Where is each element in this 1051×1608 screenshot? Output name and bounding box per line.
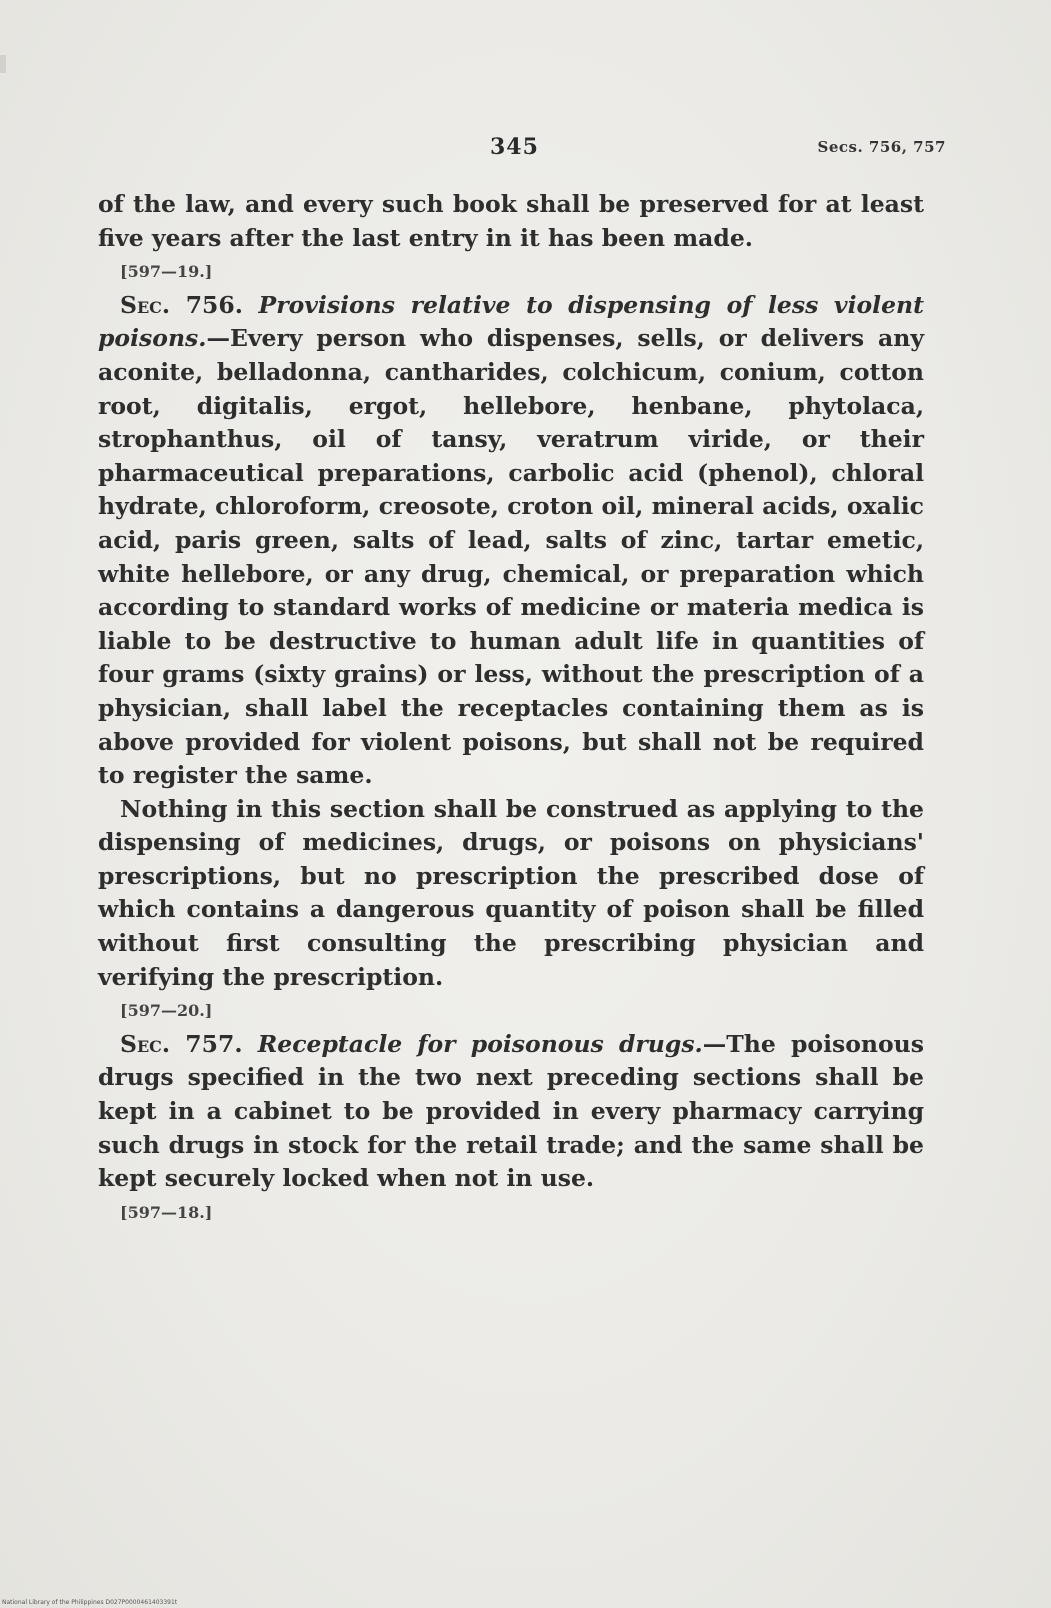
- page-header: [100, 134, 950, 166]
- page-number: 345: [490, 134, 539, 160]
- section-756-label: Sec. 756.: [120, 290, 243, 319]
- scan-footer: National Library of the Philippines D027P0000461403391t: [2, 1599, 178, 1606]
- section-756-paragraph: [98, 289, 924, 793]
- section-756-text: —Every person who dispenses, sells, or delivers any aconite, belladonna, cantharides, colchicum, conium, cotton root, digitalis, ergot, hellebore, henbane, phytolaca, strophanthus, oil of tansy, veratrum viride, or their pharmaceutical preparations, carbolic acid (phenol), chloral hydrate, chloroform, creosote, croton oil, mineral acids, oxalic acid, paris green, salts of lead, salts of zinc, tartar emetic, white hellebore, or any drug, chemical, or preparation which according to standard works of medicine or materia medica is liable to be destructive to human adult life in quantities of four grams (sixty grains) or less, without the prescription of a physician, shall label the receptacles containing them as is above provided for violent poisons, but shall not be required to register the same.: [98, 324, 924, 790]
- section-757-text: —The poisonous drugs specified in the two next preceding sections shall be kept in a cabinet to be provided in every pharmacy carrying such drugs in stock for the retail trade; and the same shall be kept securely locked when not in use.: [98, 1029, 924, 1193]
- continuation-paragraph: of the law, and every such book shall be preserved for at least five years after the last entry in it has been made.: [98, 190, 924, 252]
- citation: [597—18.]: [120, 1202, 213, 1222]
- section-756-title: Provisions relative to dispensing of less violent poisons.: [98, 290, 924, 353]
- section-757-paragraph: [98, 1028, 924, 1196]
- citation: [597—19.]: [120, 262, 213, 282]
- section-757-title: Receptacle for poisonous drugs.: [257, 1029, 703, 1058]
- section-757-label: Sec. 757.: [120, 1029, 243, 1058]
- body-text: [98, 188, 924, 1229]
- running-head: Secs. 756, 757: [817, 138, 946, 156]
- scan-edge-mark: [0, 55, 6, 73]
- section-756-paragraph-2: Nothing in this section shall be construed as applying to the dispensing of medicines, drugs, or poisons on physicians' prescriptions, but no prescription the prescribed dose of which contains a dangerous quantity of poison shall be filled without first consulting the prescribing physician and verifying the prescription.: [98, 794, 924, 991]
- citation: [597—20.]: [120, 1001, 213, 1021]
